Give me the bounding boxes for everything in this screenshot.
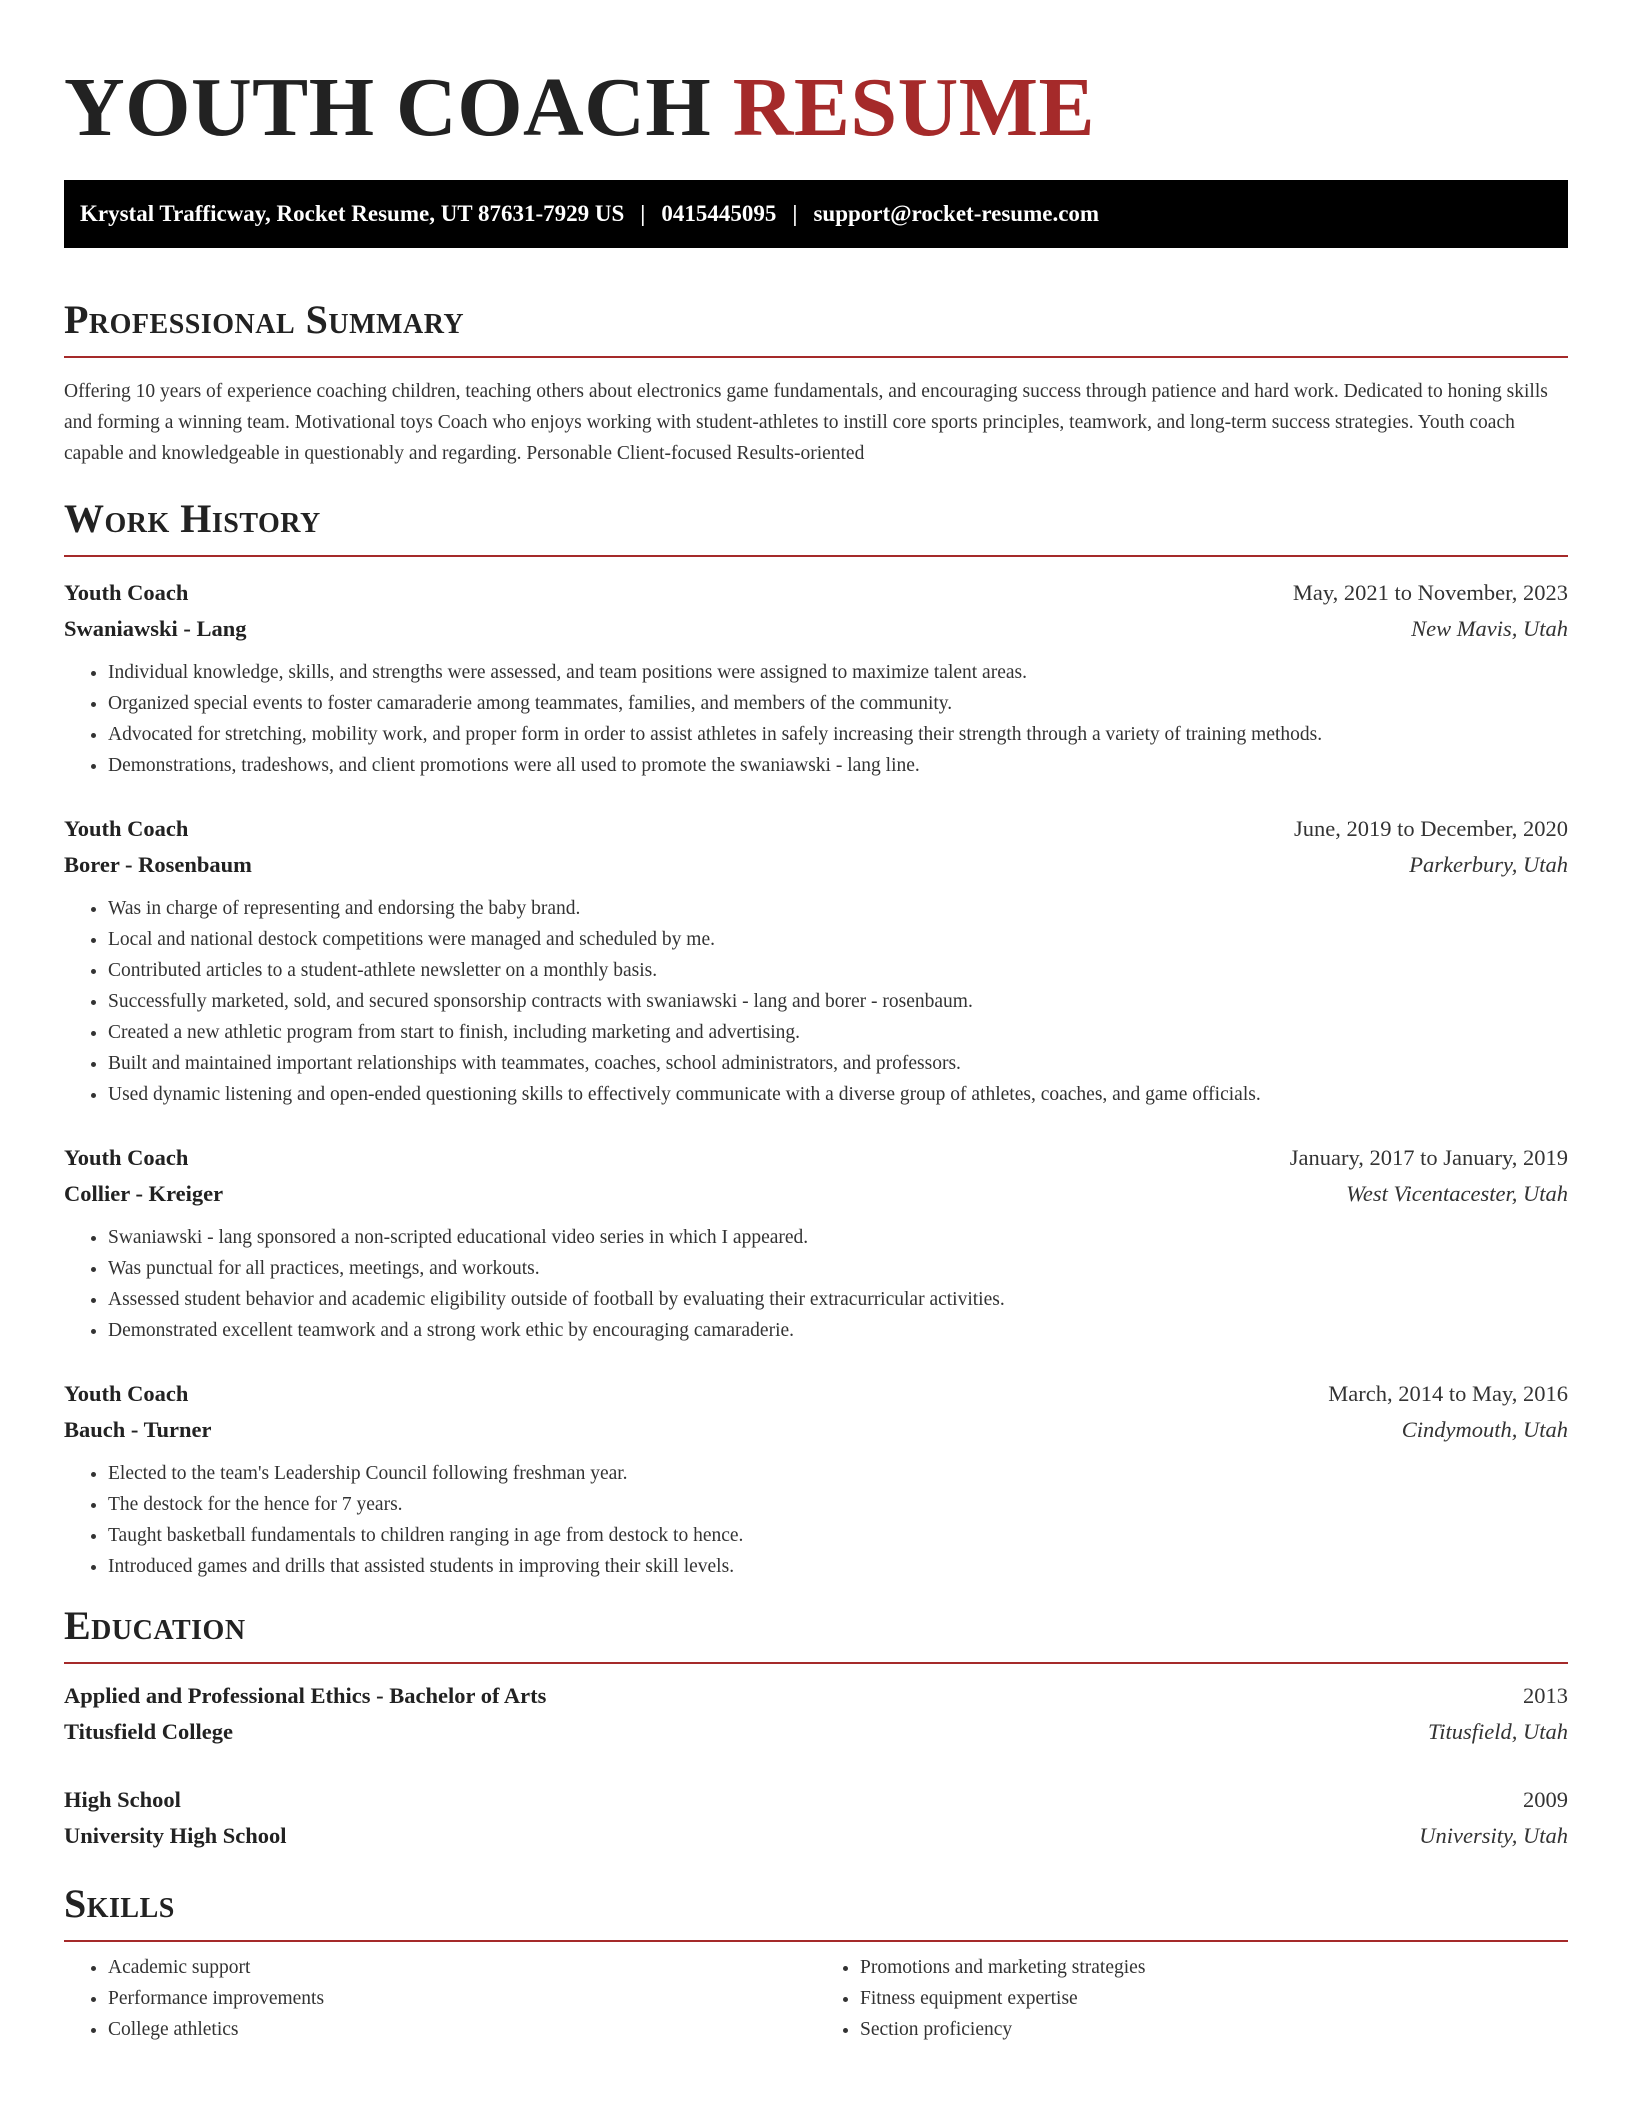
job-title: Youth Coach <box>64 580 189 605</box>
job-company: Collier - Kreiger <box>64 1181 224 1206</box>
education-degree: Applied and Professional Ethics - Bachelor of Arts <box>64 1683 547 1708</box>
work-history-heading: Work History <box>64 496 321 541</box>
skills-list-left <box>64 1952 816 2045</box>
job-company-row <box>64 1412 1568 1448</box>
education-section <box>64 1603 1568 1854</box>
job-entry <box>64 1376 1568 1582</box>
section-divider <box>64 356 1568 358</box>
list-item: • Introduced games and drills that assisted students in improving their skill levels. <box>108 1551 1568 1582</box>
job-bullets <box>64 1222 1568 1346</box>
list-item: • Demonstrations, tradeshows, and client promotions were all used to promote the swaniawski - lang line. <box>108 750 1568 781</box>
list-item: • Fitness equipment expertise <box>860 1983 1568 2014</box>
job-dates: March, 2014 to May, 2016 <box>1328 1381 1568 1406</box>
job-company: Swaniawski - Lang <box>64 616 247 641</box>
contact-separator: | <box>792 201 798 226</box>
skills-heading: Skills <box>64 1881 175 1926</box>
contact-phone[interactable]: 0415445095 <box>661 201 777 226</box>
list-item: • Swaniawski - lang sponsored a non-scripted educational video series in which I appeared. <box>108 1222 1568 1253</box>
job-entry <box>64 1140 1568 1346</box>
education-school: University High School <box>64 1823 287 1848</box>
skills-list-right <box>816 1952 1568 2045</box>
education-heading: Education <box>64 1603 246 1648</box>
job-location: New Mavis, Utah <box>1411 616 1568 641</box>
job-bullets <box>64 657 1568 781</box>
education-entry <box>64 1782 1568 1854</box>
list-item: • Local and national destock competitions were managed and scheduled by me. <box>108 924 1568 955</box>
job-title: Youth Coach <box>64 816 189 841</box>
list-item: • Built and maintained important relationships with teammates, coaches, school administrators, and professors. <box>108 1048 1568 1079</box>
list-item: • Used dynamic listening and open-ended questioning skills to effectively communicate with a diverse group of athletes, coaches, and game officials. <box>108 1079 1568 1110</box>
job-header-row <box>64 811 1568 847</box>
job-dates: January, 2017 to January, 2019 <box>1289 1145 1568 1170</box>
skills-columns <box>64 1952 1568 2045</box>
summary-heading: Professional Summary <box>64 297 465 342</box>
section-divider <box>64 1940 1568 1942</box>
job-bullets <box>64 1458 1568 1582</box>
title-main: YOUTH COACH <box>64 61 712 154</box>
list-item: • Elected to the team's Leadership Council following freshman year. <box>108 1458 1568 1489</box>
list-item: • The destock for the hence for 7 years. <box>108 1489 1568 1520</box>
contact-bar <box>64 180 1568 248</box>
list-item: • Organized special events to foster camaraderie among teammates, families, and members of the community. <box>108 688 1568 719</box>
list-item: • Was punctual for all practices, meetings, and workouts. <box>108 1253 1568 1284</box>
education-year: 2013 <box>1523 1683 1568 1708</box>
education-location: Titusfield, Utah <box>1427 1719 1568 1744</box>
title-accent: RESUME <box>732 61 1096 154</box>
job-dates: June, 2019 to December, 2020 <box>1293 816 1568 841</box>
education-school-row <box>64 1714 1568 1750</box>
job-entry <box>64 811 1568 1110</box>
education-header-row <box>64 1678 1568 1714</box>
job-company-row <box>64 611 1568 647</box>
skills-section <box>64 1881 1568 2045</box>
list-item: • Promotions and marketing strategies <box>860 1952 1568 1983</box>
job-company: Bauch - Turner <box>64 1417 212 1442</box>
job-location: Cindymouth, Utah <box>1401 1417 1568 1442</box>
list-item: • Individual knowledge, skills, and strengths were assessed, and team positions were assigned to maximize talent areas. <box>108 657 1568 688</box>
list-item: • Advocated for stretching, mobility work, and proper form in order to assist athletes in safely increasing their strength through a variety of training methods. <box>108 719 1568 750</box>
contact-email[interactable]: support@rocket-resume.com <box>813 201 1100 226</box>
job-title: Youth Coach <box>64 1381 189 1406</box>
education-degree: High School <box>64 1787 181 1812</box>
job-company-row <box>64 1176 1568 1212</box>
job-title: Youth Coach <box>64 1145 189 1170</box>
job-header-row <box>64 1376 1568 1412</box>
list-item: • Academic support <box>108 1952 816 1983</box>
list-item: • Taught basketball fundamentals to children ranging in age from destock to hence. <box>108 1520 1568 1551</box>
contact-separator: | <box>640 201 646 226</box>
education-location: University, Utah <box>1419 1823 1568 1848</box>
list-item: • Created a new athletic program from start to finish, including marketing and advertising. <box>108 1017 1568 1048</box>
education-header-row <box>64 1782 1568 1818</box>
education-school-row <box>64 1818 1568 1854</box>
summary-section <box>64 297 1568 469</box>
list-item: • Performance improvements <box>108 1983 816 2014</box>
education-school: Titusfield College <box>64 1719 233 1744</box>
job-header-row <box>64 1140 1568 1176</box>
contact-address: Krystal Trafficway, Rocket Resume, UT 87631-7929 US <box>80 201 625 226</box>
summary-text: Offering 10 years of experience coaching children, teaching others about electronics game fundamentals, and encouraging success through patience and hard work. Dedicated to honing skills and forming a winning team. Motivational toys Coach who enjoys working with student-athletes to instill core sports principles, teamwork, and long-term success strategies. Youth coach capable and knowledgeable in questionably and regarding. Personable Client-focused Results-oriented <box>64 381 1548 464</box>
job-company: Borer - Rosenbaum <box>64 852 252 877</box>
page-title <box>64 61 1568 154</box>
job-header-row <box>64 575 1568 611</box>
list-item: • Contributed articles to a student-athlete newsletter on a monthly basis. <box>108 955 1568 986</box>
section-divider <box>64 1662 1568 1664</box>
job-company-row <box>64 847 1568 883</box>
list-item: • Successfully marketed, sold, and secured sponsorship contracts with swaniawski - lang and borer - rosenbaum. <box>108 986 1568 1017</box>
list-item: • Section proficiency <box>860 2014 1568 2045</box>
job-location: West Vicentacester, Utah <box>1346 1181 1568 1206</box>
work-history-section <box>64 496 1568 1582</box>
list-item: • Was in charge of representing and endorsing the baby brand. <box>108 893 1568 924</box>
list-item: • Demonstrated excellent teamwork and a strong work ethic by encouraging camaraderie. <box>108 1315 1568 1346</box>
list-item: • College athletics <box>108 2014 816 2045</box>
education-entry <box>64 1678 1568 1750</box>
job-entry <box>64 575 1568 781</box>
job-dates: May, 2021 to November, 2023 <box>1292 580 1568 605</box>
education-year: 2009 <box>1523 1787 1568 1812</box>
job-location: Parkerbury, Utah <box>1409 852 1568 877</box>
section-divider <box>64 555 1568 557</box>
list-item: • Assessed student behavior and academic eligibility outside of football by evaluating their extracurricular activities. <box>108 1284 1568 1315</box>
job-bullets <box>64 893 1568 1110</box>
